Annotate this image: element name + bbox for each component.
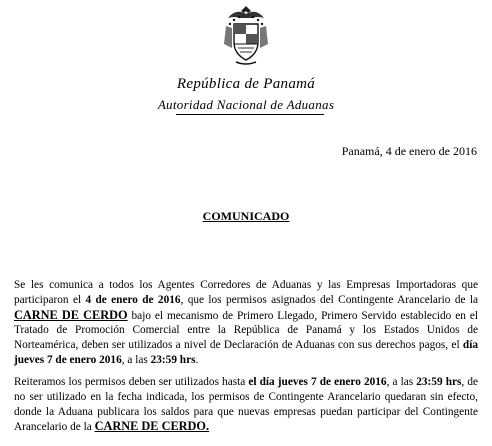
document-date: Panamá, 4 de enero de 2016: [341, 144, 477, 158]
document-heading: COMUNICADO: [202, 209, 290, 223]
p2-deadline-time: 23:59 hrs: [416, 376, 462, 388]
p1-deadline-time: 23:59 hrs: [150, 353, 196, 366]
authority-subtitle: Autoridad Nacional de Aduanas: [157, 97, 335, 112]
p2-text: Reiteramos los permisos deben ser utilizados hasta: [14, 376, 249, 388]
p2-product: CARNE DE CERDO.: [94, 419, 210, 434]
p1-date: 4 de enero de 2016: [85, 293, 181, 306]
p1-product: CARNE DE CERDO: [14, 307, 128, 322]
p1-text: , que los permisos asignados del Contingente Arancelario de la: [180, 293, 478, 306]
p2-text: , a las: [386, 376, 417, 388]
p1-deadline-date: día jueves 7 de enero 2016: [14, 339, 478, 366]
header-divider: [176, 114, 324, 115]
p1-text: , a las: [121, 353, 151, 366]
p2-text: , de no ser utilizado en la fecha indicada, los permisos de Contingente Arancelario quedaran sin efecto, donde la Aduana publicara los saldos para que nuevas empresas puedan participar del Contingente Arancelario de la: [14, 376, 478, 434]
p2-deadline-date: el día jueves 7 de enero 2016: [248, 376, 387, 388]
panama-coat-of-arms-icon: [218, 4, 274, 68]
paragraph-2: [14, 375, 478, 435]
p1-text: bajo el mecanismo de Primero Llegado, Primero Servido establecido en el Tratado de Promoción Comercial entre la República de Panamá y los Estados Unidos de Norteamérica, deben ser utilizados a nivel de Declaración de Aduanas con sus derechos pagos, el: [14, 309, 478, 352]
republic-title: República de Panamá: [176, 76, 316, 92]
p1-text: .: [195, 353, 199, 366]
paragraph-1: [14, 278, 478, 368]
p1-text: Se les comunica a todos los Agentes Corredores de Aduanas y las Empresas Importadoras que participaron el: [14, 279, 478, 306]
